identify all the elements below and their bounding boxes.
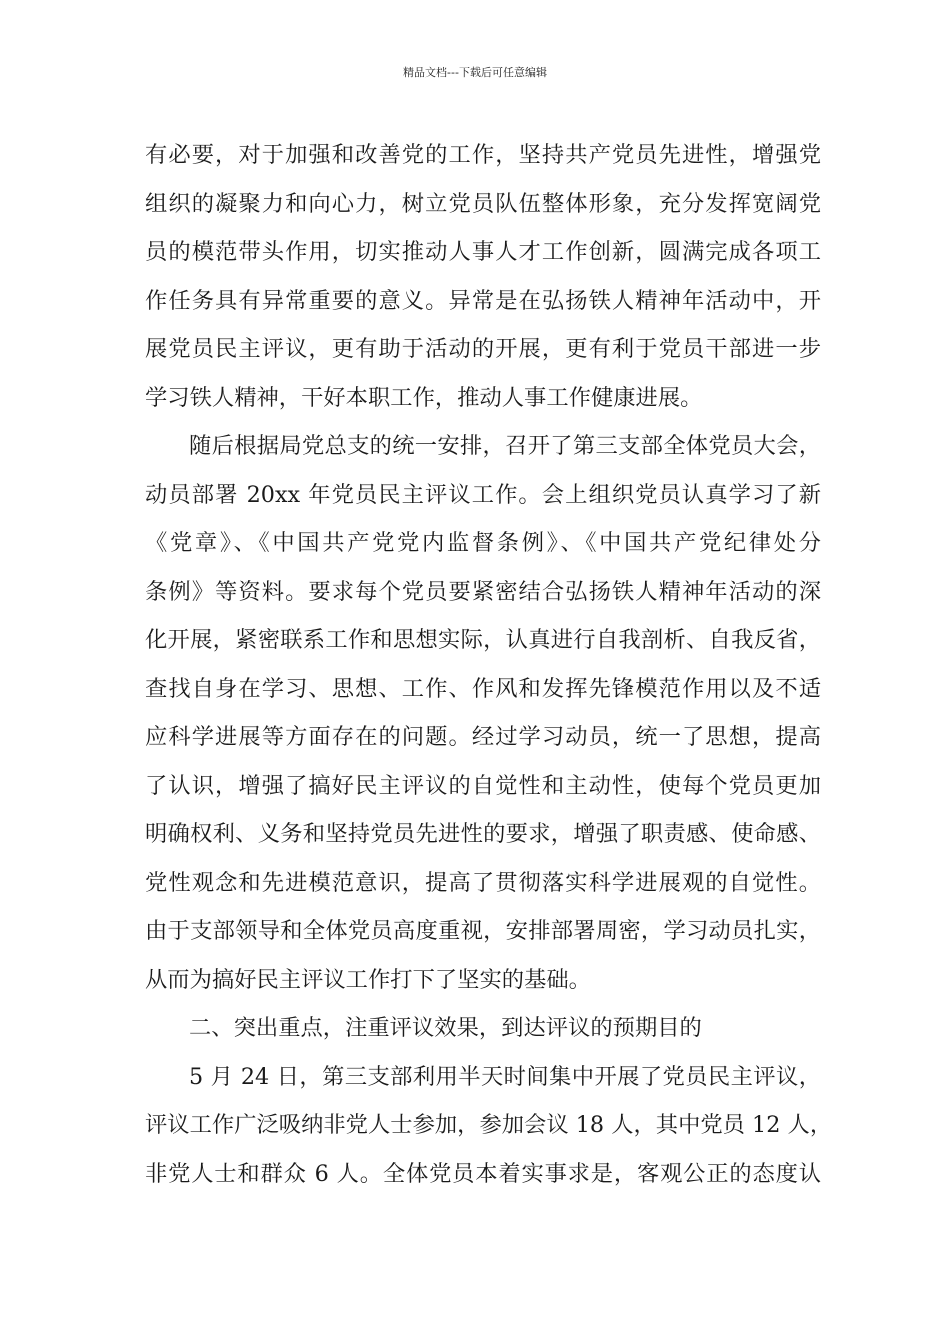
text-line: 从而为搞好民主评议工作打下了坚实的基础。 [145,966,591,993]
text-line: 作任务具有异常重要的意义。异常是在弘扬铁人精神年活动中，开 [145,287,821,314]
text-line: 查找自身在学习、思想、工作、作风和发挥先锋模范作用以及不适 [145,675,821,702]
text-line: 了认识，增强了搞好民主评议的自觉性和主动性，使每个党员更加 [145,772,821,799]
text-line: 学习铁人精神，干好本职工作，推动人事工作健康进展。 [145,384,703,411]
text-line: 员的模范带头作用，切实推动人事人才工作创新，圆满完成各项工 [145,239,821,265]
text-line: 《党章》、《中国共产党党内监督条例》、《中国共产党纪律处分 [145,530,821,556]
text-line: 随后根据局党总支的统一安排，召开了第三支部全体党员大会， [189,433,821,459]
document-body [145,131,833,1198]
text-line: 由于支部领导和全体党员高度重视，安排部署周密，学习动员扎实， [145,918,821,944]
paragraph [145,1004,821,1053]
text-line: 条例》等资料。要求每个党员要紧密结合弘扬铁人精神年活动的深 [145,578,821,605]
paragraph [145,131,821,422]
text-line: 非党人士和群众 6 人。全体党员本着实事求是，客观公正的态度认 [145,1160,821,1187]
text-line: 动员部署 20xx 年党员民主评议工作。会上组织党员认真学习了新 [145,481,821,508]
text-line: 二、突出重点，注重评议效果，到达评议的预期目的 [189,1015,702,1041]
text-line: 化开展，紧密联系工作和思想实际，认真进行自我剖析、自我反省， [145,627,821,653]
paragraph [145,422,821,1004]
text-line: 有必要，对于加强和改善党的工作，坚持共产党员先进性，增强党 [145,142,821,168]
text-line: 组织的凝聚力和向心力，树立党员队伍整体形象，充分发挥宽阔党 [145,190,821,217]
text-line: 展党员民主评议，更有助于活动的开展，更有利于党员干部进一步 [145,336,821,362]
text-line: 明确权利、义务和坚持党员先进性的要求，增强了职责感、使命感、 [145,821,821,847]
page-header: 精品文档---下载后可任意编辑 [403,66,547,79]
text-line: 5 月 24 日，第三支部利用半天时间集中开展了党员民主评议， [189,1063,821,1090]
text-line: 评议工作广泛吸纳非党人士参加，参加会议 18 人，其中党员 12 人， [145,1112,833,1138]
text-line: 党性观念和先进模范意识，提高了贯彻落实科学进展观的自觉性。 [145,869,821,896]
text-line: 应科学进展等方面存在的问题。经过学习动员，统一了思想，提高 [145,724,821,750]
paragraph [145,1053,833,1199]
